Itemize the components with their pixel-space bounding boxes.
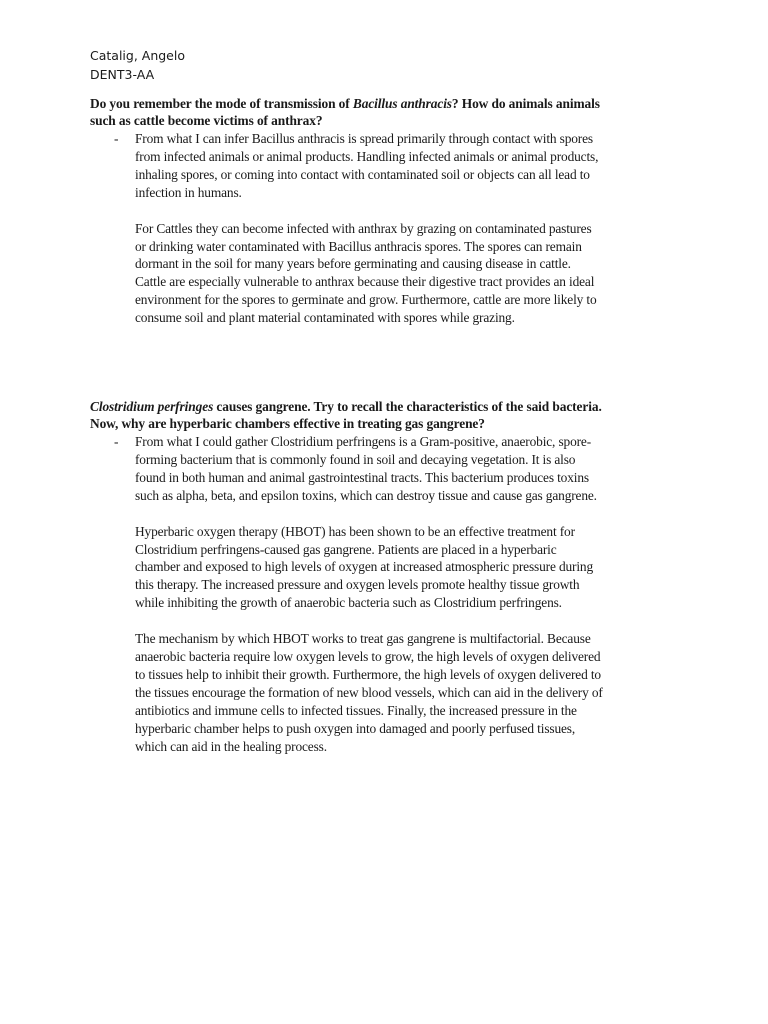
answer-2	[90, 433, 682, 756]
question-2-species-name: Clostridium perfringes	[90, 399, 214, 414]
question-section-anthrax	[90, 95, 682, 327]
text-line: Clostridium perfringens-caused gas gangrene. Patients are placed in a hyperbaric	[135, 541, 557, 557]
text-line: chamber and exposed to high levels of oxygen at increased atmospheric pressure during	[135, 559, 594, 575]
text-line: such as alpha, beta, and epsilon toxins, which can destroy tissue and cause gas gangrene.	[135, 487, 597, 503]
answer-2-paragraph-1	[135, 433, 682, 505]
text-line: antibiotics and immune cells to infected tissues. Finally, the increased pressure in the	[135, 702, 577, 718]
author-header	[90, 46, 185, 84]
answer-1-paragraph-1	[135, 130, 682, 202]
text-line: to tissues help to inhibit their growth. Furthermore, the high levels of oxygen delivered to	[135, 666, 601, 682]
text-line: found in both human and animal gastrointestinal tracts. This bacterium produces toxins	[135, 469, 589, 485]
text-line: while inhibiting the growth of anaerobic bacteria such as Clostridium perfringens.	[135, 595, 562, 611]
text-line: environment for the spores to germinate and grow. Furthermore, cattle are more likely to	[135, 292, 597, 308]
text-line: The mechanism by which HBOT works to treat gas gangrene is multifactorial. Because	[135, 631, 591, 647]
answer-2-paragraph-2	[135, 523, 682, 613]
question-2-line-2: Now, why are hyperbaric chambers effective in treating gas gangrene?	[90, 416, 485, 431]
text-line: forming bacterium that is commonly found in soil and decaying vegetation. It is also	[135, 451, 576, 467]
bullet-dash: -	[114, 434, 119, 449]
author-name: Catalig, Angelo	[90, 48, 185, 63]
question-2	[90, 398, 682, 432]
text-line: dormant in the soil for many years before germinating and causing disease in cattle.	[135, 256, 571, 272]
text-line: from infected animals or animal products. Handling infected animals or animal products,	[135, 148, 599, 164]
class-section: DENT3-AA	[90, 67, 155, 82]
question-1-line-2: such as cattle become victims of anthrax?	[90, 113, 323, 128]
text-line: For Cattles they can become infected with anthrax by grazing on contaminated pastures	[135, 220, 592, 236]
text-line: or drinking water contaminated with Bacillus anthracis spores. The spores can remain	[135, 238, 582, 254]
text-line: Cattle are especially vulnerable to anthrax because their digestive tract provides an ideal	[135, 274, 595, 290]
question-1	[90, 95, 682, 129]
bullet-dash: -	[114, 131, 119, 146]
question-section-gangrene	[90, 398, 682, 756]
answer-2-paragraph-3	[135, 630, 682, 755]
question-2-line-1	[90, 398, 682, 415]
question-1-text-end: ? How do animals animals	[451, 96, 600, 111]
text-line: infection in humans.	[135, 184, 242, 200]
question-1-text: Do you remember the mode of transmission of	[90, 96, 353, 111]
text-line: which can aid in the healing process.	[135, 738, 327, 754]
text-line: Hyperbaric oxygen therapy (HBOT) has been shown to be an effective treatment for	[135, 523, 575, 539]
question-1-line-1	[90, 95, 682, 112]
answer-1-paragraph-2	[135, 220, 682, 327]
text-line: hyperbaric chamber helps to push oxygen into damaged and poorly perfused tissues,	[135, 720, 576, 736]
text-line: the tissues encourage the formation of new blood vessels, which can aid in the delivery of	[135, 684, 603, 700]
text-line: From what I can infer Bacillus anthracis is spread primarily through contact with spores	[135, 131, 593, 146]
text-line: From what I could gather Clostridium perfringens is a Gram-positive, anaerobic, spore-	[135, 434, 592, 449]
text-line: inhaling spores, or coming into contact with contaminated soil or objects can all lead to	[135, 166, 590, 182]
text-line: anaerobic bacteria require low oxygen levels to grow, the high levels of oxygen delivered	[135, 649, 601, 665]
text-line: consume soil and plant material contaminated with spores while grazing.	[135, 310, 515, 326]
answer-1	[90, 130, 682, 327]
question-1-species-name: Bacillus anthracis	[352, 96, 452, 111]
question-2-text: causes gangrene. Try to recall the characteristics of the said bacteria.	[213, 399, 602, 414]
text-line: this therapy. The increased pressure and oxygen levels promote healthy tissue growth	[135, 577, 580, 593]
